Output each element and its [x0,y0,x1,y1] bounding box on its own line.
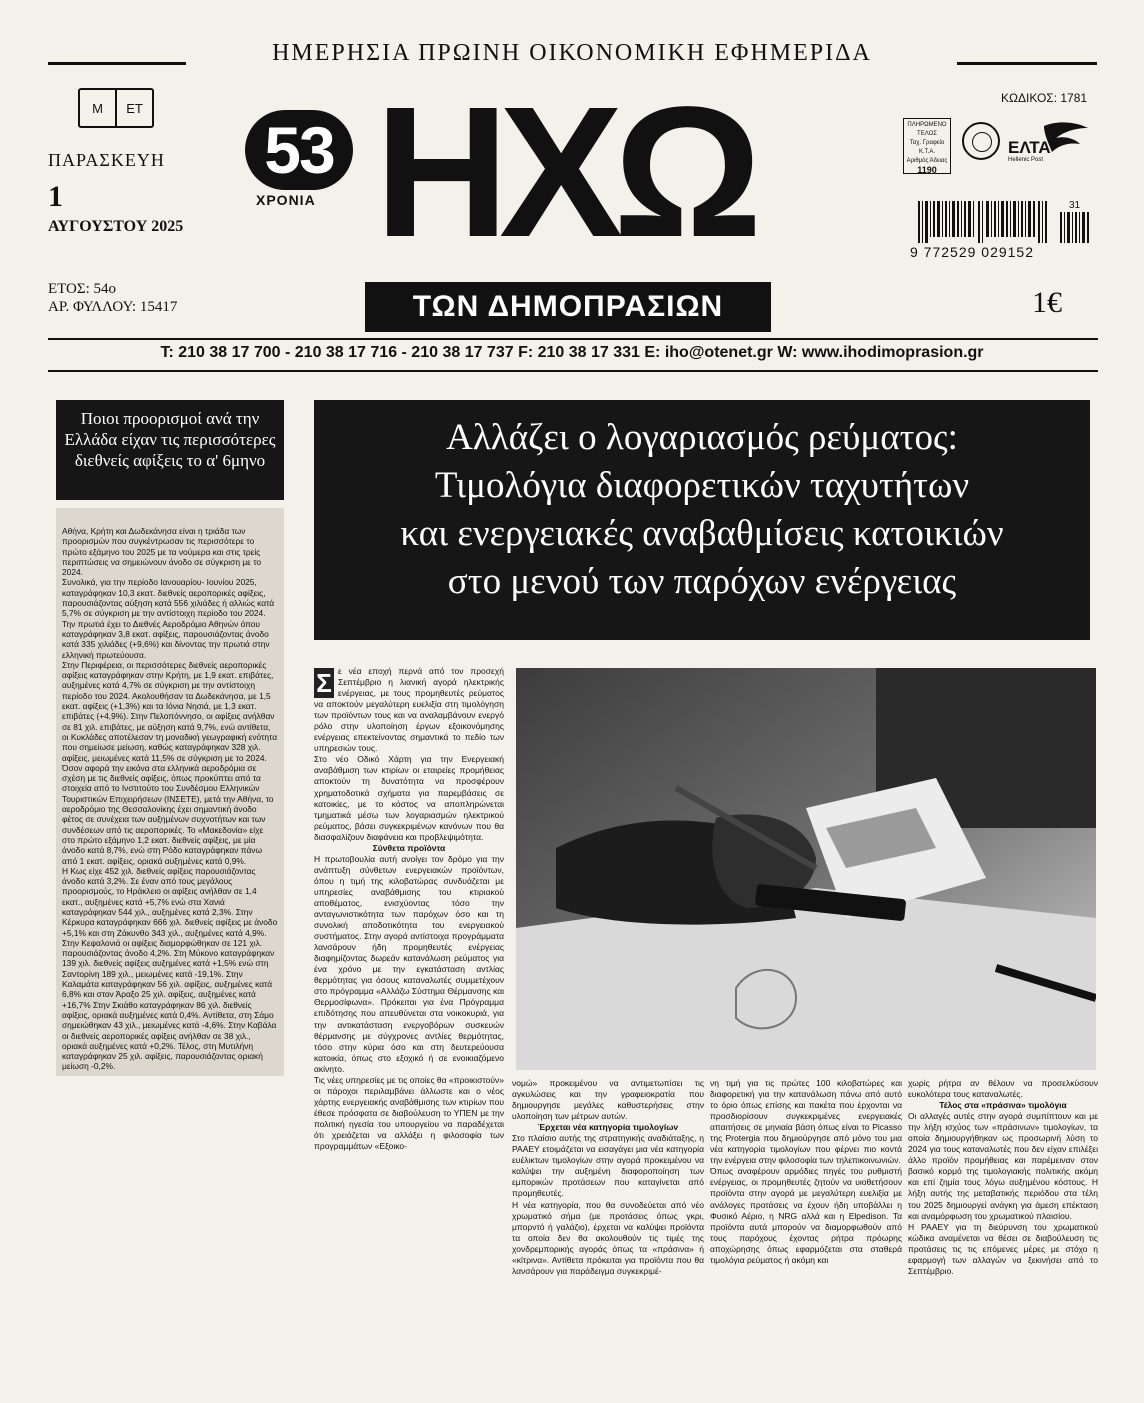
article-paragraph: νομώ» προκειμένου να αντιμετωπίσει τις αγκυλώσεις και την γραφειοκρατία που δημιουργησε μεγάλες καθυστερήσεις στην υλοποίηση των μέτρων αυτών. [512,1078,704,1122]
contact-line: T: 210 38 17 700 - 210 38 17 716 - 210 38 17 737 F: 210 38 17 331 E: iho@otenet.gr W: www.ihodimoprasion.gr [160,344,984,361]
photo-illustration [516,668,1096,1070]
main-headline [314,400,1090,640]
barcode-number: 9 772529 029152 [910,244,1034,260]
sidebar-paragraph: Όσον αφορά την εικόνα στα ελληνικά αεροδρόμια σε σχέση με τις διεθνείς αφίξεις, όπως προκύπτει από τα στοιχεία από το Ινστιτούτο του Συνδέσμου Ελληνικών Τουριστικών Επιχειρήσεων (ΙΝΣΕΤΕ), μετά την Αθήνα, το αεροδρόμιο της Θεσσαλονίκης έχει σημαντική άνοδο φέτος σε συνέχεια των αυξημένων συχνοτήτων και των συνδέσεων από τις αεροπορικές. Το «Μακεδονία» είχε στο πρώτο εξάμηνο 1,2 εκατ. διεθνείς αφίξεις, με μία άνοδο κατά 8,7%, ενώ στη Ρόδο καταγράφηκαν πάνω από 1 εκατ. αφίξεις, οριακά αυξημένες κατά 0,9%. [62,762,274,866]
sidebar-paragraph: Συνολικά, για την περίοδο Ιανουαρίου- Ιουνίου 2025, καταγράφηκαν 10,3 εκατ. διεθνείς αεροπορικές αφίξεις, παρουσιάζοντας αύξηση κατά 556 χιλιάδες ή αλλιώς κατά 5,7% σε σύγκριση με την αντίστοιχη περίοδο του 2024. Την πρωτιά έχει το Διεθνές Αεροδρόμιο Αθηνών όπου καταγράφηκαν 3,8 εκατ. αφίξεις, παρουσιάζοντας άνοδο κατά 335 χιλιάδες (+9,6%) και δίνοντας την πρωτιά στην ελληνική πρωτεύουσα. [62,577,275,660]
issue-day-number: 1 [48,180,63,213]
issue-month-year: ΑΥΓΟΥΣΤΟΥ 2025 [48,218,184,235]
article-subheading: Σύνθετα προϊόντα [372,842,446,853]
sidebar-paragraph: Η Κως είχε 452 χιλ. διεθνείς αφίξεις παρουσιάζοντας άνοδο κατά 3,2%. Σε έναν από τους μεγάλους προορισμούς, το Ηράκλειο οι αφίξεις ανήλθαν σε 1,4 εκατ., αυξημένες κατά +5,7% ενώ στα Χανιά καταγράφηκαν 544 χιλ., αυξημένες κατά 2,3%. Στην Κέρκυρα καταγράφηκαν 666 χιλ. διεθνείς αφίξεις με άνοδο +5,1% και στη Ζάκυνθο 343 χιλ., αυξημένες κατά 4,9%. Στην Κεφαλονιά οι αφίξεις διαμορφώθηκαν σε 121 χιλ. παρουσιάζοντας άνοδο 4,2%. Στη Μύκονο καταγράφηκαν 139 χιλ. διεθνείς αφίξεις αυξημένες κατά +1,5% ενώ στη Σαντορίνη 189 χιλ., μειωμένες κατά -19,1%. Στην Καλαμάτα καταγράφηκαν 56 χιλ. αφίξεις, αυξημένες κατά 6,8% και στον Άραξο 25 χιλ. αφίξεις, αυξημένες κατά +16,7% Στην Σκιάθο καταγράφηκαν 86 χιλ. διεθνείς αφίξεις, οριακά αυξημένες κατά 0,4%. Αντίθετα, στη Σάμο σημειώθηκαν 43 χιλ., μειωμένες κατά -4,6%. Στην Καβάλα οι διεθνείς αεροπορικές αφίξεις ανήλθαν σε 38 χιλ., οριακά αυξημένες κατά +0,2%. Τέλος, στη Μυτιλήνη καταγράφηκαν 25 χιλ. αφίξεις, παρουσιάζοντας οριακή μείωση -0,2%. [62,865,278,1072]
article-paragraph: Η νέα κατηγορία, που θα συνοδεύεται από νέο χρωματικό σήμα (με προτάσεις όπως γκρι, μπορντό ή γαλάζιο), έρχεται να καλύψει προϊόντα τα οποία δεν θα ακολουθούν τις τιμές της χονδρεμπορικής αγοράς όπως τα «πράσινα» ή «κίτρινα». Αντίθετα πρόκειται για προϊόντα που θα λανσάρουν για παράδειγμα συγκεκριμέ- [512,1199,704,1276]
barcode-addon [1060,212,1090,243]
issue-number: ΑΡ. ΦΥΛΛΟΥ: 15417 [48,299,178,315]
elta-label: ΕΛΤΑ [1008,138,1051,157]
sidebar-paragraph: Αθήνα, Κρήτη και Δωδεκάνησα είναι η τριάδα των προορισμών που συγκέντρωσαν τις περισσότερε το πρώτο εξάμηνο του 2025 με τα νούμερα και στις τρείς περιπτώσεις να σημειώνουν άνοδο σε σύγκριση με το 2024. [62,526,262,578]
contacts-rule-top [48,338,1098,340]
sidebar-article [56,508,284,1076]
elta-logo [1004,120,1092,168]
headline-line: Τιμολόγια διαφορετικών ταχυτήτων [434,465,970,506]
article-subheading: Τέλος στα «πράσινα» τιμολόγια [939,1100,1067,1111]
anniversary-label: ΧΡΟΝΙΑ [256,192,316,208]
met-logo-left: Μ [92,100,103,116]
stamp-line: ΤΕΛΟΣ [917,131,937,137]
barcode-addon-number: 31 [1069,200,1081,211]
stamp-line: ΠΛΗΡΩΜΕΝΟ [907,122,947,128]
article-paragraph: Η ΡΑΑΕΥ για τη διεύρυνση του χρωματικού κώδικα αναμένεται να θέσει σε διαβούλευση τις προτάσεις τις τις επόμενες μέρες με στόχο η εφαρμογή των αλλαγών να ξεκινήσει από το Σεπτέμβριο. [908,1221,1098,1276]
article-column-2 [512,1078,704,1368]
issue-year: ΕΤΟΣ: 54ο [48,281,117,297]
article-column-1 [314,666,504,1366]
barcode-addon-bars [1060,212,1090,243]
article-paragraph: Τις νέες υπηρεσίες με τις οποίες θα «προικιστούν» οι πάροχοι περιλαμβάνει άλλωστε και ο νέος χάρτης ενεργειακής αναβάθμισης των κτιρίων που έθεσε πρόσφατα σε διαβούλευση το ΥΠΕΝ με την πολιτική ηγεσία του υπουργείου να παραδέχεται ότι χρειάζεται να αλλάξει η φιλοσοφία των προγραμμάτων «Εξοικο- [314,1074,504,1152]
article-paragraph: ε νέα εποχή περνά από τον προσεχή Σεπτέμβριο η λιανική αγορά ηλεκτρικής ενέργειας, με τους προμηθευτές ρεύματος να αποκτούν μεγαλύτερη ευελιξία στη τιμολόγηση των προϊόντων τους και να αναλαμβάνουν ενεργό ρόλο στην υλοποίηση έργων εξοικονόμησης ενέργειας επεκτείνοντας σημαντικά το πεδίο των υπηρεσιών τους. [314,666,504,754]
met-logo-right: ΕΤ [115,90,152,126]
met-logo [78,88,154,128]
article-paragraph: χωρίς ρήτρα αν θέλουν να προσελκύσουν ευκολότερα τους καταναλωτές. [908,1078,1098,1100]
article-paragraph: Η πρωτοβουλία αυτή ανοίγει τον δρόμο για την ανάπτυξη σύνθετων ενεργειακών προϊόντων, όπου η τιμή της κιλοβατώρας συνδυάζεται με υπηρεσίες αναβάθμισης του κτιριακού αποθέματος, ενισχύοντας τόσο την ανταγωνιστικότητα των παρόχων όσο και τη συνολική αποδοτικότητα του ενεργειακού συστήματος. Στην αγορά αντίστοιχα προγράμματα λανσάρουν ήδη προμηθευτές ενέργειας διαφημίζοντας δωρεάν κατανάλωση ρεύματος για ένα χρόνο με την εγκατάσταση αντλίας θερμότητας για όσους καταναλωτές συμμετέχουν στο πρόγραμμα «Αλλάζω Σύστημα Θέρμανσης και Θερμοσίφωνα». Πρόκειται για ένα Πρόγραμμα επιδότησης που απευθύνεται στα νοικοκυριά, για την αντικατάσταση ενεργοβόρων συσκευών θέρμανσης με σύγχρονες αντλίες θερμότητας, τόσο στην κύρια όσο και στη δευτερεύουσα κατοικία, όπως στο εξοχικό ή σε ενοικιαζόμενο ακίνητο. [314,853,504,1074]
article-column-4 [908,1078,1098,1368]
stamp-line: 1190 [917,165,937,175]
headline-line: Αλλάζει ο λογαριασμός ρεύματος: [446,417,958,458]
headline-line: στο μενού των παρόχων ενέργειας [447,561,957,602]
article-subheading: Έρχεται νέα κατηγορία τιμολογίων [537,1122,679,1133]
drop-cap: Σ [314,668,334,698]
article-photo [516,668,1096,1070]
article-paragraph: νη τιμή για τις πρώτες 100 κιλοβατώρες και διαφορετική για την κατανάλωση πάνω από αυτό το όριο όπως επίσης και πακέτα που έρχονται να προσδιορίσουν συγκεκριμένες ενεργειακές απαιτήσεις σε μηνιαία βάση όπως είναι το Picasso της Protergia που δημιούργησε από μόνο του μια νέα κατηγορία τιμολογίων που φέρνει πιο κοντά την ενέργεια στην φιλοσοφία των τηλεπικοινωνιών. [710,1078,902,1166]
barcode-bars [918,201,1048,243]
article-paragraph: Στο νέο Οδικό Χάρτη για την Ενεργειακή αναβάθμιση των κτιρίων οι εταιρείες προμήθειας αποκτούν τη δυνατότητα να προσφέρουν χρηματοδοτικά σχήματα για παρεμβάσεις σε κατοικίες, με το κόστος να αποπληρώνεται τμηματικά μέσω των λογαριασμών ηλεκτρικού ρεύματος, βάσει συγκεκριμένων κανόνων που θα διασφαλίζουν διαφάνεια και προβλεψιμότητα. [314,754,504,842]
anniversary-badge: 53 [245,110,353,190]
sidebar-paragraph: Στην Περιφέρεια, οι περισσότερες διεθνείς αεροπορικές αφίξεις καταγράφηκαν στην Κρήτη, με 1,9 εκατ. επιβάτες, αυξημένες κατά 4,7% σε σύγκριση με την αντίστοιχη περίοδο του 2024. Ακολουθήσαν τα Δωδεκάνησα, με 1,5 εκατ. αφίξεις (+1,3%) και τα Ιόνια Νησιά, με 1,3 εκατ. επιβάτες (+4,9%). Στην Πελοπόννησο, οι αφίξεις ανήλθαν σε 81 χιλ. επιβάτες, με αύξηση κατά 9,7%, ενώ αντίθετα, οι Κυκλάδες αποτέλεσαν τη μοναδική γεωγραφική ενότητα που σημείωσε μείωση, καθώς καταγράφηκαν 328 χιλ. αφίξεις, μειωμένες κατά 11,5% σε σύγκριση με το 2024. [62,659,278,763]
product-code: ΚΩΔΙΚΟΣ: 1781 [1001,91,1088,105]
newspaper-tagline: ΗΜΕΡΗΣΙΑ ΠΡΩΙΝΗ ΟΙΚΟΝΟΜΙΚΗ ΕΦΗΜΕΡΙΔΑ [272,40,872,66]
article-paragraph: Οι αλλαγές αυτές στην αγορά συμπίπτουν και με την λήξη ισχύος των «πράσινων» τιμολογίων, τα οποία δημιουργήθηκαν ως προσωρινή λύση το 2024 για τους καταναλωτές που δεν είχαν επιλέξει άλλο προϊόν προμήθειας και παρέμειναν στον βασικό κορμό της τιμολογιακής πολιτικής ακόμη και επί ζημία τους λόγω αυξημένου κόστους. Η λήξη αυτής της μεταβατικής περιόδου στα τέλη του 2025 δημιουργεί ανάγκη για άμεση επέκταση και αναμόρφωση του χρωματικού πλαισίου. [908,1111,1098,1221]
headline-line: και ενεργειακές αναβαθμίσεις κατοικιών [400,513,1004,554]
elta-sub: Hellenic Post [1008,157,1044,163]
article-column-3 [710,1078,902,1368]
issue-day-name: ΠΑΡΑΣΚΕΥΗ [48,150,165,170]
barcode [918,201,1048,243]
contacts-rule-bottom [48,370,1098,372]
price: 1€ [1032,286,1062,319]
stamp-line: Ταχ. Γραφείο [909,140,945,146]
masthead-subtitle: ΤΩΝ ΔΗΜΟΠΡΑΣΙΩΝ [365,282,771,332]
article-paragraph: Όπως αναφέρουν αρμόδιες πηγές του ρυθμιστή ενέργειας, οι προμηθευτές ζητούν να υιοθετήσουν προϊόντα στην αγορά με μεγαλύτερη ευελιξία με ανάλογες προτάσεις να έχουν ήδη υποβάλλει η Φυσικό Αέριο, η NRG αλλά και η Elpedison. Τα προϊόντα αυτά μπορούν να διαμορφωθούν από τους παρόχους έχοντας ρήτρα πρόωρης αποχώρησης όπως εφαρμόζεται στα σταθερά τιμολόγια ρεύματος ή ακόμη και [710,1166,902,1265]
postage-stamp [903,118,951,174]
masthead-title: ΗΧΩ [374,69,753,276]
seal-icon [962,122,1000,160]
article-paragraph: Στο πλαίσιο αυτής της στρατηγικής αναδιάταξης, η ΡΑΑΕΥ ετοιμάζεται να εισαγάγει μια νέα κατηγορία ευέλικτων τιμολογίων στην αγορά προκειμένου να καλύψει την αυξημένη διαφοροποίηση των εμπορικών προτάσεων που καταγίνεται από προμηθευτές. [512,1133,704,1199]
stamp-line: Αριθμός Άδειας [906,158,948,164]
stamp-line: Κ.Τ.Α. [918,149,935,155]
sidebar-title: Ποιοι προορισμοί ανά την Ελλάδα είχαν τις περισσότερες διεθνείς αφίξεις το α' 6μηνο [56,400,284,500]
